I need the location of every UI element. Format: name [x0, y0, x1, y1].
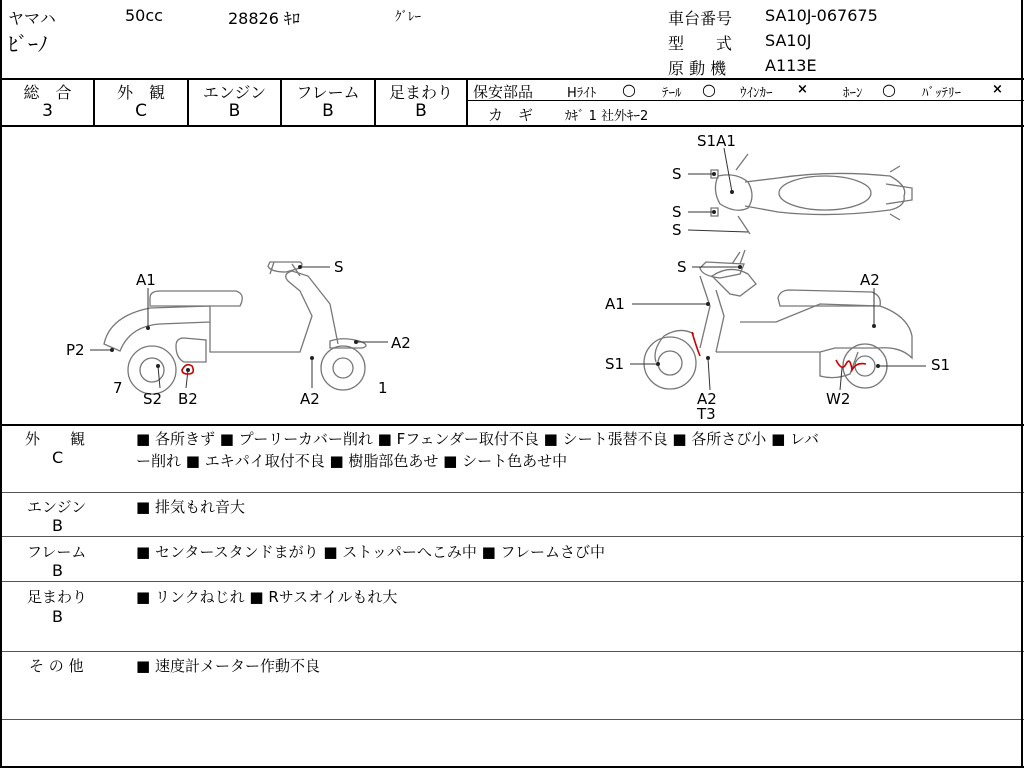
scooter-diagram: [0, 126, 1024, 424]
label-left-b2: B2: [178, 390, 198, 408]
exterior-label: 外 観: [116, 83, 165, 102]
label-right-w2: W2: [826, 390, 851, 408]
winker-mark: ×: [797, 82, 808, 97]
exterior-grade: C: [135, 101, 147, 121]
note-suspension-line: ■ リンクねじれ ■ Rサスオイルもれ大: [136, 588, 398, 606]
type-value: SA10J: [765, 31, 812, 50]
note-suspension-grade: B: [52, 607, 63, 626]
divider: [0, 424, 1024, 426]
label-top-s: S: [672, 221, 682, 239]
label-right-t3: T3: [697, 405, 716, 423]
type-label: 型 式: [668, 34, 733, 53]
key-value: ｶｷﾞ 1 社外ｷｰ2: [565, 109, 649, 124]
engine-label: 原 動 機: [668, 59, 727, 78]
note-other-label: そ の 他: [29, 657, 84, 675]
model-name: ﾋﾞｰﾉ: [8, 32, 48, 56]
engine-grade: B: [228, 101, 241, 121]
divider: [0, 581, 1024, 582]
label-top-s1a1: S1A1: [697, 132, 736, 150]
note-frame-grade: B: [52, 561, 63, 580]
label-right-a2: A2: [860, 271, 880, 289]
divider: [0, 536, 1024, 537]
engine-value: A113E: [765, 56, 817, 75]
taillight-mark: ○: [702, 80, 716, 99]
note-engine-grade: B: [52, 516, 63, 535]
note-exterior-label: 外 観: [25, 430, 86, 448]
label-left-a2: A2: [391, 334, 411, 352]
label-left-a1: A1: [136, 271, 156, 289]
mileage: 28826 ｷﾛ: [228, 9, 300, 28]
note-suspension-label: 足まわり: [27, 588, 88, 606]
marker-dots: [110, 172, 880, 372]
label-top-s: S: [672, 165, 682, 183]
label-right-a2-bottom: A2: [697, 390, 717, 408]
headlight-mark: ○: [622, 80, 636, 99]
displacement: 50cc: [125, 6, 163, 25]
divider: [0, 492, 1024, 493]
battery-mark: ×: [992, 82, 1003, 97]
note-exterior-line: ■ 各所きず ■ プーリーカバー削れ ■ Fフェンダー取付不良 ■ シート張替不良 ■ 各所さび小 ■ レバ: [136, 430, 819, 448]
maker: ヤマハ: [8, 9, 56, 28]
frame-no-label: 車台番号: [668, 9, 733, 28]
divider: [0, 651, 1024, 652]
note-exterior-grade: C: [52, 448, 64, 467]
divider: [0, 719, 1024, 720]
label-left-7: 7: [113, 379, 123, 397]
frame-grade-label: フレーム: [296, 83, 360, 102]
label-left-s2: S2: [143, 390, 163, 408]
horn-label: ﾎｰﾝ: [843, 86, 863, 101]
label-right-a1: A1: [605, 295, 625, 313]
divider: [466, 78, 468, 126]
safety-label: 保安部品: [473, 83, 534, 101]
label-right-s1: S1: [605, 355, 625, 373]
total-label: 総 合: [23, 83, 72, 102]
note-frame-line: ■ センタースタンドまがり ■ ストッパーへこみ中 ■ フレームさび中: [136, 543, 605, 561]
label-top-s: S: [672, 203, 682, 221]
note-frame-label: フレーム: [27, 543, 87, 561]
label-right-s: S: [677, 258, 687, 276]
frame-grade: B: [322, 101, 334, 121]
key-label: カ ギ: [488, 106, 534, 124]
horn-mark: ○: [882, 80, 896, 99]
headlight-label: Hﾗｲﾄ: [567, 86, 597, 101]
scooter-top-view: [711, 154, 912, 234]
battery-label: ﾊﾞｯﾃﾘｰ: [922, 86, 961, 101]
note-engine-label: エンジン: [27, 498, 87, 516]
suspension-grade: B: [415, 101, 427, 121]
winker-label: ｳｲﾝｶｰ: [740, 86, 773, 101]
label-left-p2: P2: [66, 341, 85, 359]
label-left-1: 1: [378, 379, 388, 397]
damage-marks: [182, 332, 866, 374]
note-exterior-line: ー削れ ■ エキパイ取付不良 ■ 樹脂部色あせ ■ シート色あせ中: [136, 452, 568, 470]
note-engine-line: ■ 排気もれ音大: [136, 498, 245, 516]
suspension-grade-label: 足まわり: [388, 83, 453, 102]
label-left-a2-bottom: A2: [300, 390, 320, 408]
taillight-label: ﾃｰﾙ: [662, 86, 682, 101]
label-left-s: S: [334, 258, 344, 276]
note-other-line: ■ 速度計メーター作動不良: [136, 657, 320, 675]
frame-no: SA10J-067675: [765, 6, 878, 25]
leader-lines: [90, 148, 926, 390]
engine-grade-label: エンジン: [202, 83, 267, 102]
color: ｸﾞﾚｰ: [395, 10, 421, 25]
total-grade: 3: [42, 101, 53, 121]
label-right-s1: S1: [931, 356, 951, 374]
